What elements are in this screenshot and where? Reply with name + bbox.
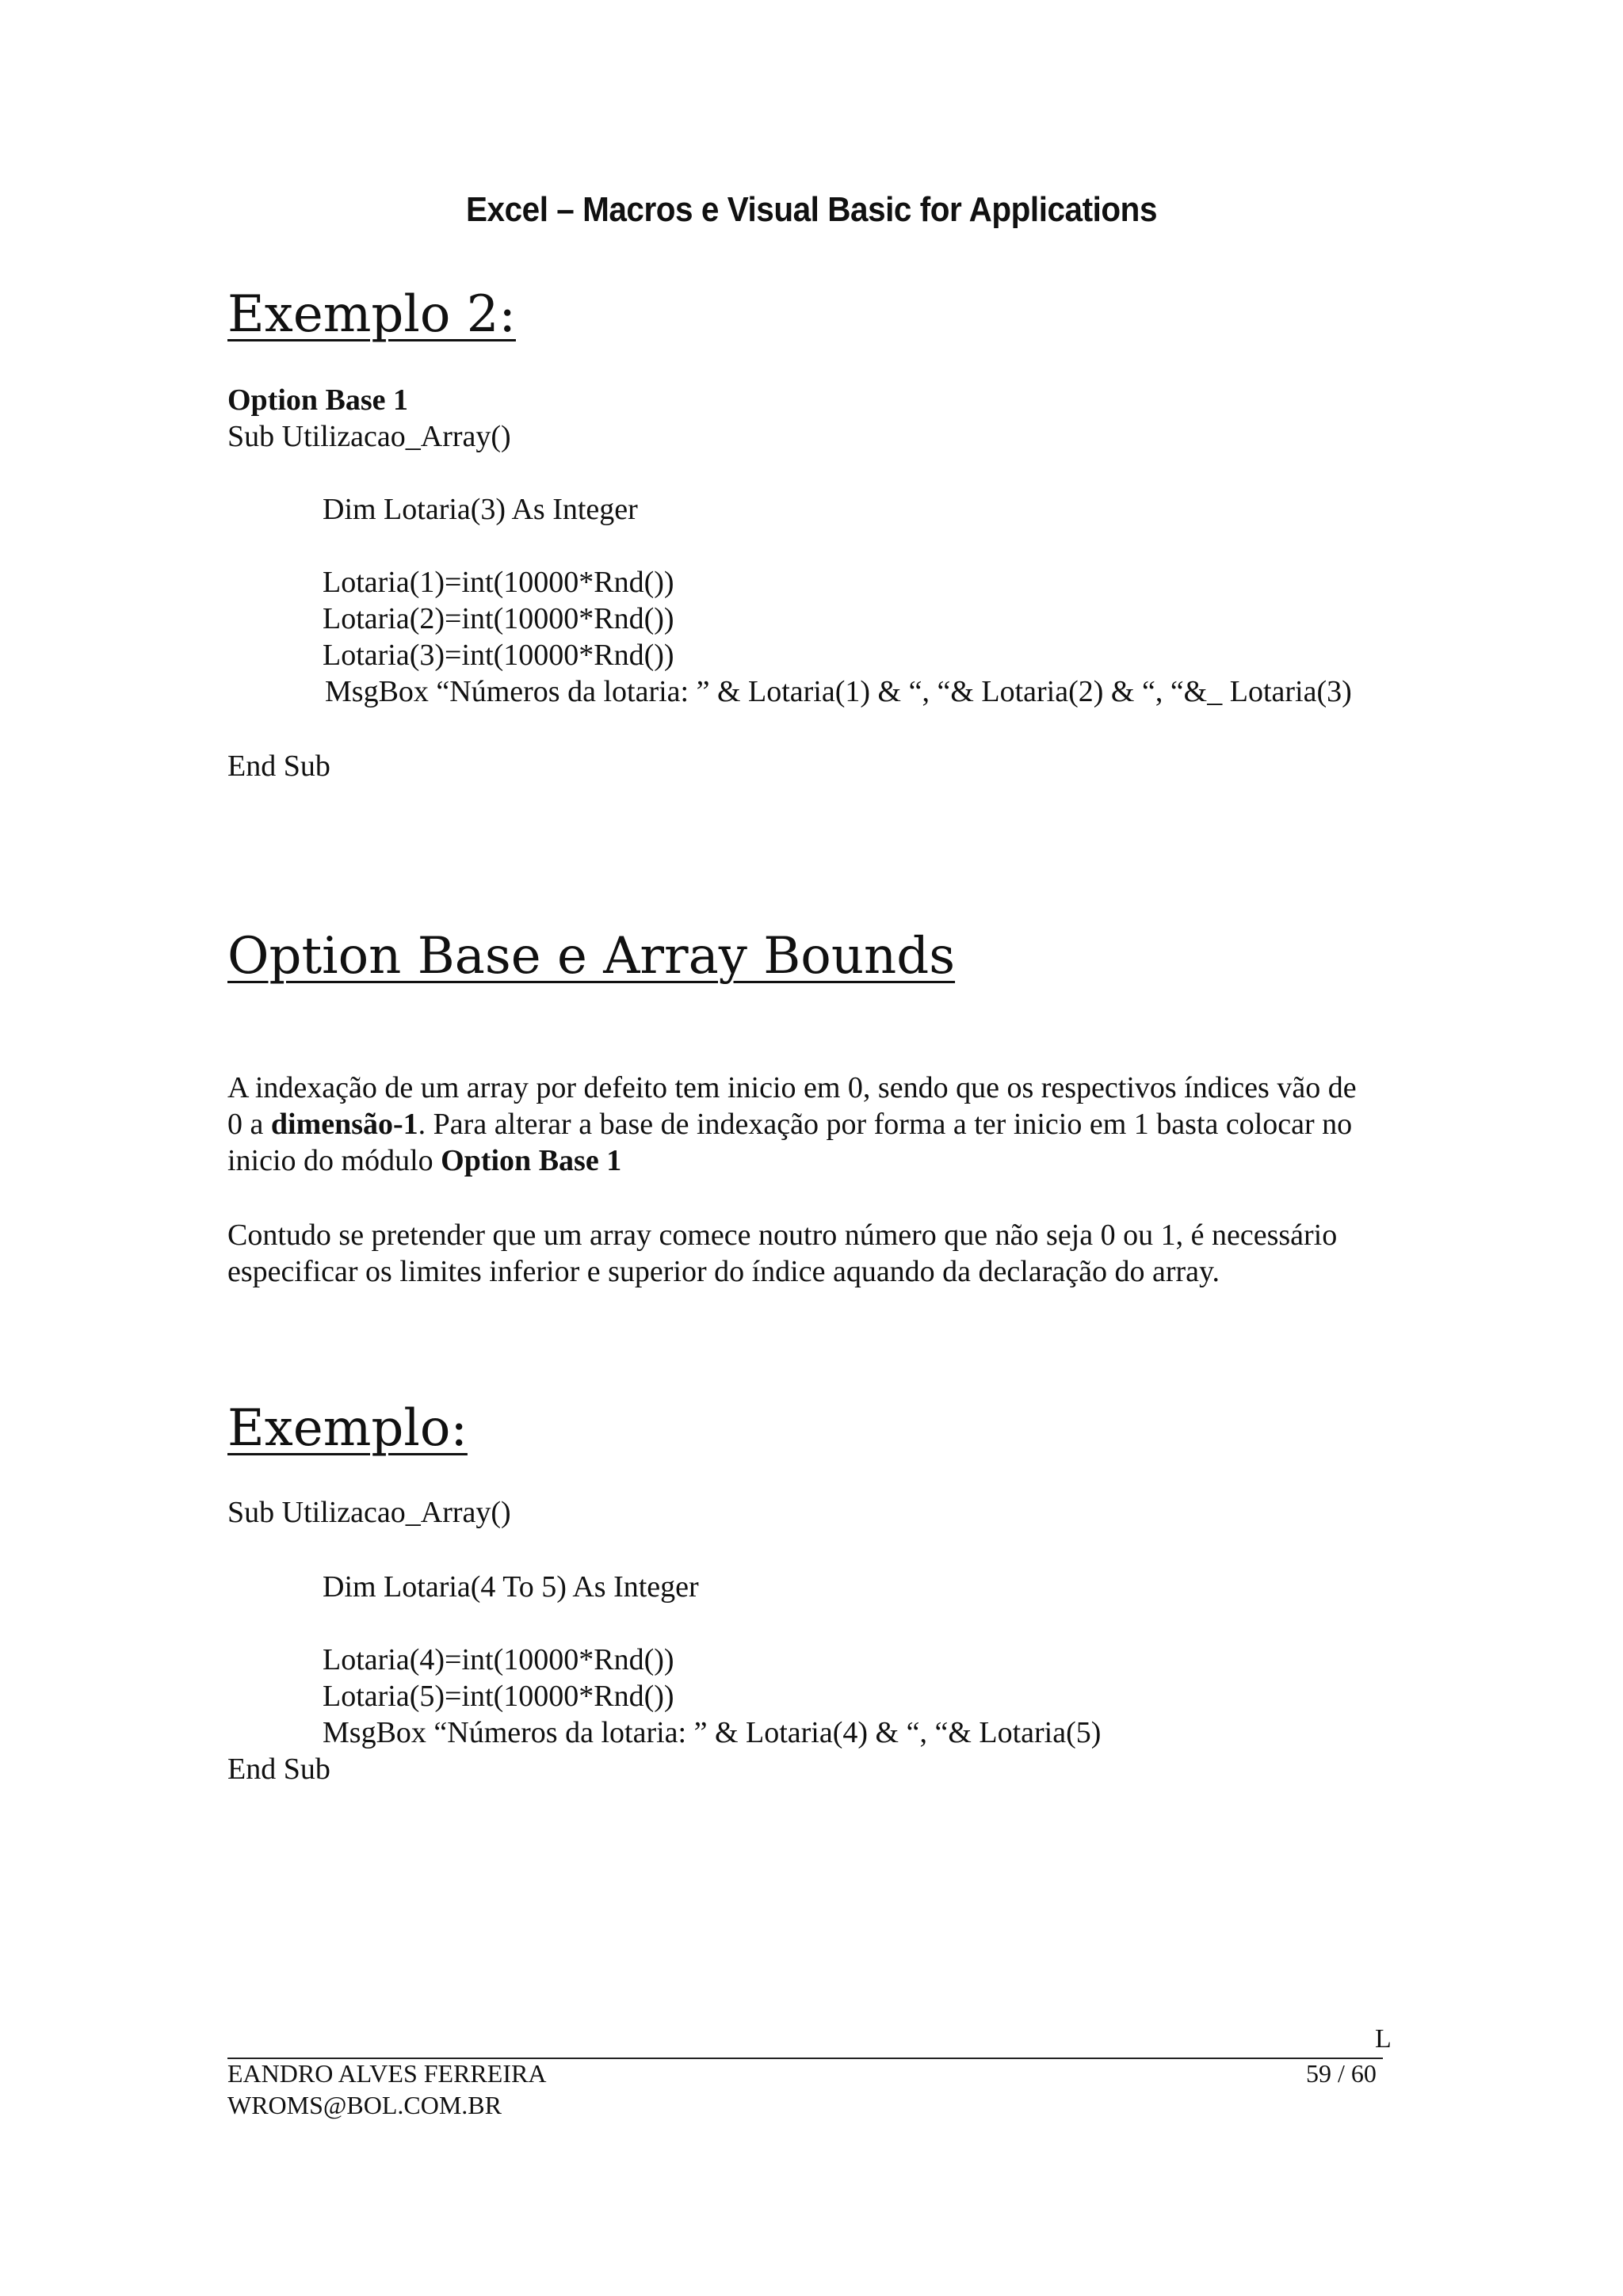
code-msgbox: MsgBox “Números da lotaria: ” & Lotaria(4) & “, “& Lotaria(5) <box>323 1716 1102 1749</box>
code-assign-2: Lotaria(2)=int(10000*Rnd()) <box>323 602 674 635</box>
code-sub-end: End Sub <box>227 749 330 783</box>
code-assign-5: Lotaria(5)=int(10000*Rnd()) <box>323 1680 674 1713</box>
paragraph-line: A indexação de um array por defeito tem inicio em 0, sendo que os respectivos índices vão de <box>227 1071 1357 1104</box>
section-heading-exemplo-2: Exemplo 2: <box>227 285 516 344</box>
bold-term: Option Base 1 <box>441 1144 622 1177</box>
footer-page-number: 59 / 60 <box>1306 2059 1377 2088</box>
code-assign-3: Lotaria(3)=int(10000*Rnd()) <box>323 639 674 672</box>
footer-email: WROMS@BOL.COM.BR <box>227 2091 502 2119</box>
code-assign-1: Lotaria(1)=int(10000*Rnd()) <box>323 566 674 599</box>
running-header-title: Excel – Macros e Visual Basic for Applications <box>465 190 1158 229</box>
bold-term: dimensão-1 <box>270 1108 418 1141</box>
paragraph-indexing <box>227 1070 1416 1179</box>
section-heading-exemplo: Exemplo: <box>227 1399 468 1458</box>
paragraph-line: Contudo se pretender que um array comece noutro número que não seja 0 ou 1, é necessário <box>227 1219 1338 1252</box>
code-sub-start: Sub Utilizacao_Array() <box>227 1496 511 1529</box>
paragraph-line: 0 a dimensão-1. Para alterar a base de indexação por forma a ter inicio em 1 basta colocar no <box>227 1108 1353 1141</box>
code-dim: Dim Lotaria(4 To 5) As Integer <box>323 1570 699 1604</box>
code-option-base: Option Base 1 <box>227 383 409 417</box>
code-dim: Dim Lotaria(3) As Integer <box>323 493 638 526</box>
paragraph-line: inicio do módulo Option Base 1 <box>227 1144 622 1177</box>
code-sub-start: Sub Utilizacao_Array() <box>227 420 511 453</box>
section-heading-option-base: Option Base e Array Bounds <box>227 927 956 986</box>
code-msgbox: MsgBox “Números da lotaria: ” & Lotaria(1) & “, “& Lotaria(2) & “, “&_ Lotaria(3) <box>325 675 1352 708</box>
paragraph-line: especificar os limites inferior e superior do índice aquando da declaração do array. <box>227 1255 1220 1288</box>
footer-corner-mark: L <box>1375 2024 1392 2054</box>
code-assign-4: Lotaria(4)=int(10000*Rnd()) <box>323 1643 674 1676</box>
code-sub-end: End Sub <box>227 1753 330 1786</box>
footer-author: EANDRO ALVES FERREIRA <box>227 2059 547 2088</box>
paragraph-bounds <box>227 1217 1416 1290</box>
